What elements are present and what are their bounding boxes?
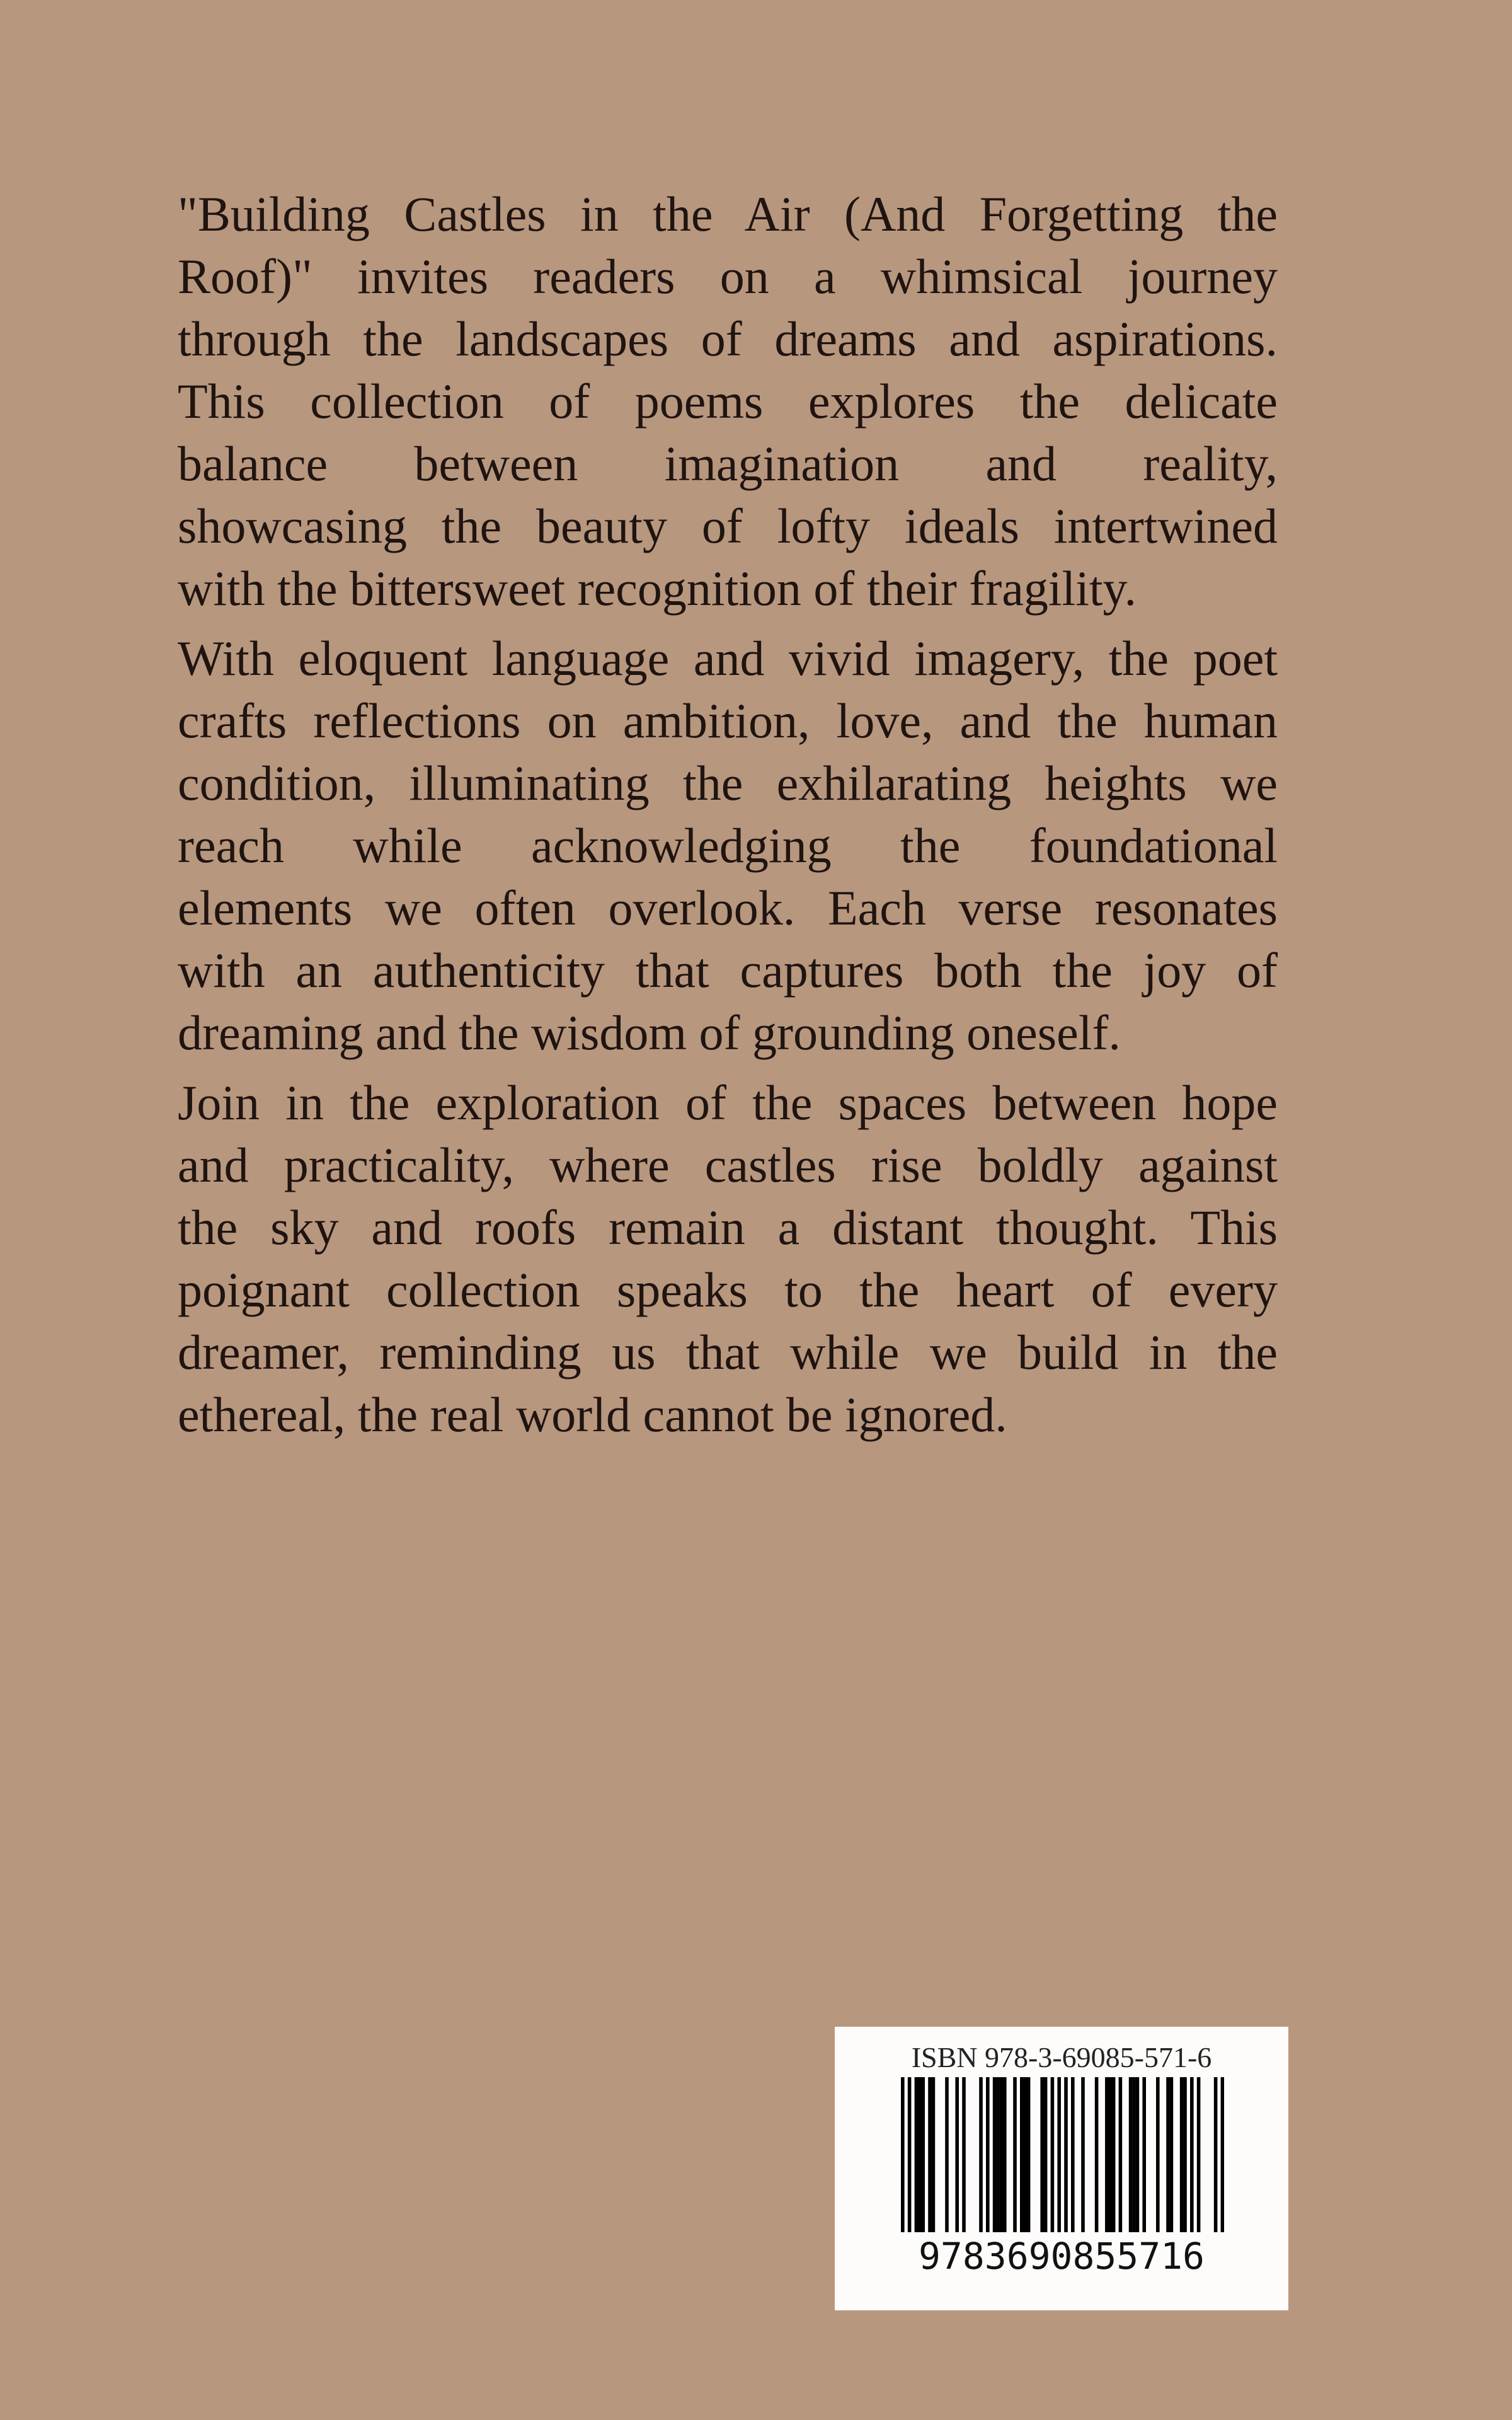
barcode-bars <box>901 2077 1224 2235</box>
barcode-bar <box>918 2077 922 2232</box>
barcode-bar <box>1057 2077 1061 2232</box>
barcode-bar <box>1040 2077 1044 2232</box>
blurb-paragraph <box>178 627 1278 1064</box>
barcode-bar <box>986 2077 990 2232</box>
isbn-label: ISBN 978-3-69085-571-6 <box>911 2041 1212 2073</box>
barcode-bar <box>996 2077 1000 2232</box>
barcode-bar <box>1013 2077 1017 2232</box>
barcode-bar <box>915 2077 919 2232</box>
barcode-bar <box>1156 2077 1160 2232</box>
isbn-barcode-box <box>835 2027 1288 2310</box>
barcode-bar <box>1183 2077 1187 2232</box>
barcode-bar <box>1003 2077 1007 2232</box>
blurb-line: Roof)" invites readers on a whimsical journey <box>178 249 1278 304</box>
barcode-bar <box>1129 2077 1133 2232</box>
blurb-line: with an authenticity that captures both the joy of <box>178 943 1278 998</box>
blurb-line: dreamer, reminding us that while we build in the <box>178 1325 1278 1380</box>
barcode-bar <box>1136 2077 1140 2232</box>
barcode-bar <box>945 2077 949 2232</box>
blurb-line: poignant collection speaks to the heart of every <box>178 1262 1278 1317</box>
blurb-line: crafts reflections on ambition, love, and the human <box>178 693 1278 748</box>
barcode-bar <box>1166 2077 1170 2232</box>
barcode-bar <box>1105 2077 1109 2232</box>
barcode-bar <box>908 2077 912 2232</box>
blurb-line: reach while acknowledging the foundational <box>178 818 1278 873</box>
blurb-paragraph <box>178 1071 1278 1446</box>
barcode-bar <box>1095 2077 1099 2232</box>
blurb-line: showcasing the beauty of lofty ideals intertwined <box>178 498 1278 553</box>
blurb-line: ethereal, the real world cannot be ignored. <box>178 1387 1007 1442</box>
blurb-line: With eloquent language and vivid imagery, the poet <box>178 631 1278 686</box>
blurb-line: condition, illuminating the exhilarating heights we <box>178 756 1278 810</box>
barcode-bar <box>1112 2077 1116 2232</box>
barcode-bar <box>1108 2077 1112 2232</box>
barcode-bar <box>1044 2077 1048 2232</box>
blurb-line: with the bittersweet recognition of their fragility. <box>178 561 1137 616</box>
barcode-bar <box>1020 2077 1024 2232</box>
barcode-bar <box>1180 2077 1184 2232</box>
blurb-line: Join in the exploration of the spaces between hope <box>178 1075 1278 1130</box>
barcode-bar <box>1170 2077 1174 2232</box>
barcode-bar <box>1214 2077 1218 2232</box>
barcode-bar <box>1119 2077 1123 2232</box>
barcode-bar <box>1000 2077 1004 2232</box>
barcode-bar <box>928 2077 932 2232</box>
barcode-bar <box>1132 2077 1136 2232</box>
barcode-bar <box>921 2077 925 2232</box>
blurb-paragraph <box>178 183 1278 619</box>
barcode-bar <box>993 2077 997 2232</box>
blurb-line: This collection of poems explores the delicate <box>178 374 1278 429</box>
barcode-bar <box>1081 2077 1085 2232</box>
barcode-bar <box>1142 2077 1146 2232</box>
barcode-bar <box>932 2077 936 2232</box>
blurb-line: through the landscapes of dreams and aspirations. <box>178 311 1278 366</box>
barcode-bar <box>962 2077 966 2232</box>
barcode-bar <box>1023 2077 1027 2232</box>
back-cover-blurb <box>178 183 1278 1453</box>
blurb-line: "Building Castles in the Air (And Forgetting the <box>178 187 1278 241</box>
barcode-bar <box>955 2077 959 2232</box>
barcode-bar <box>1071 2077 1075 2232</box>
barcode-bar <box>1221 2077 1224 2232</box>
blurb-line: dreaming and the wisdom of grounding oneself. <box>178 1005 1121 1060</box>
blurb-line: the sky and roofs remain a distant thought. This <box>178 1200 1278 1255</box>
blurb-line: balance between imagination and reality, <box>178 436 1278 491</box>
barcode-bar <box>1027 2077 1031 2232</box>
barcode-bar <box>901 2077 905 2232</box>
barcode-bar <box>1190 2077 1194 2232</box>
barcode-bar <box>1064 2077 1068 2232</box>
barcode-digits: 9783690855716 <box>919 2235 1205 2278</box>
barcode-bar <box>1197 2077 1201 2232</box>
barcode-bar <box>979 2077 983 2232</box>
barcode-bar <box>1051 2077 1055 2232</box>
blurb-line: elements we often overlook. Each verse resonates <box>178 880 1278 935</box>
blurb-line: and practicality, where castles rise boldly against <box>178 1138 1278 1192</box>
